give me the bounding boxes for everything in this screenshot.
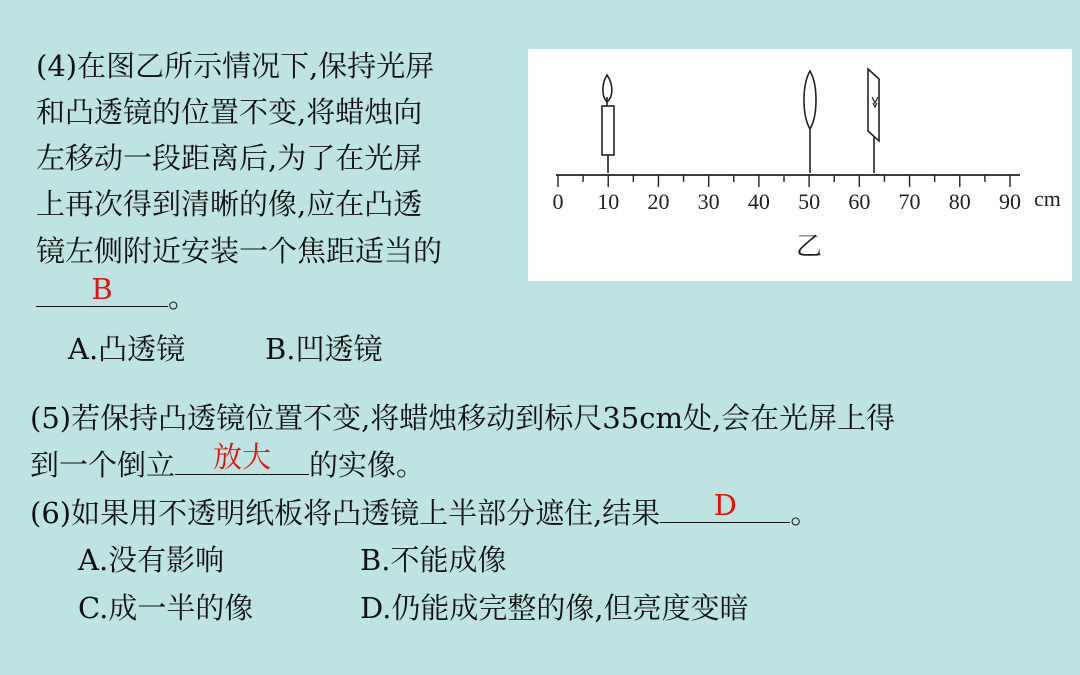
q5-line-2	[30, 442, 425, 488]
candle-icon	[602, 75, 614, 173]
q4-answer: B	[91, 272, 113, 306]
ruler-tick-label: 60	[848, 189, 871, 214]
ruler-ticks	[558, 175, 1010, 187]
q6-before-blank: (6)如果用不透明纸板将凸透镜上半部分遮住,结果	[30, 496, 661, 530]
q6-option-a: A.没有影响	[78, 543, 225, 577]
ruler-tick-labels	[553, 189, 1022, 214]
ruler-tick-label: 30	[697, 189, 720, 214]
q6-after-blank: 。	[790, 496, 820, 530]
q4-answer-blank	[36, 272, 168, 307]
optical-bench-svg	[528, 49, 1072, 281]
q5-answer: 放大	[213, 440, 272, 474]
q6-line-1	[30, 490, 819, 536]
q4-line-2: 和凸透镜的位置不变,将蜡烛向	[36, 95, 423, 129]
q6-option-c: C.成一半的像	[78, 591, 254, 625]
q5-after-blank: 的实像。	[309, 448, 426, 482]
q4-line-5: 镜左侧附近安装一个焦距适当的	[36, 234, 443, 268]
q6-answer-blank	[660, 488, 790, 523]
ruler-tick-label: 0	[552, 189, 564, 214]
ruler-tick-label: 40	[747, 189, 770, 214]
optical-bench-figure	[528, 49, 1072, 281]
ruler-tick-label: 10	[597, 189, 620, 214]
q4-option-b: B.凹透镜	[265, 332, 383, 366]
q4-line-1: (4)在图乙所示情况下,保持光屏	[36, 49, 435, 83]
q4-after-blank: 。	[168, 280, 198, 314]
unit-label: cm	[1034, 186, 1061, 211]
ruler-tick-label: 20	[647, 189, 670, 214]
q4-answer-line	[36, 274, 197, 320]
light-screen-icon	[868, 69, 879, 173]
q5-answer-blank	[175, 440, 309, 475]
ruler-tick-label: 90	[999, 189, 1021, 214]
convex-lens-icon	[804, 71, 816, 173]
q6-option-b: B.不能成像	[360, 543, 507, 577]
ruler-tick-label: 80	[948, 189, 971, 214]
ruler-tick-label: 50	[798, 189, 821, 214]
figure-caption: 乙	[796, 232, 823, 262]
q4-line-3: 左移动一段距离后,为了在光屏	[36, 141, 423, 175]
q5-line-1: (5)若保持凸透镜位置不变,将蜡烛移动到标尺35cm处,会在光屏上得	[30, 401, 896, 435]
q5-before-blank: 到一个倒立	[30, 448, 176, 482]
q6-option-d: D.仍能成完整的像,但亮度变暗	[360, 591, 749, 625]
q4-option-a: A.凸透镜	[68, 332, 186, 366]
ruler-tick-label: 70	[898, 189, 921, 214]
q4-line-4: 上再次得到清晰的像,应在凸透	[36, 187, 423, 221]
q6-answer: D	[713, 488, 737, 522]
